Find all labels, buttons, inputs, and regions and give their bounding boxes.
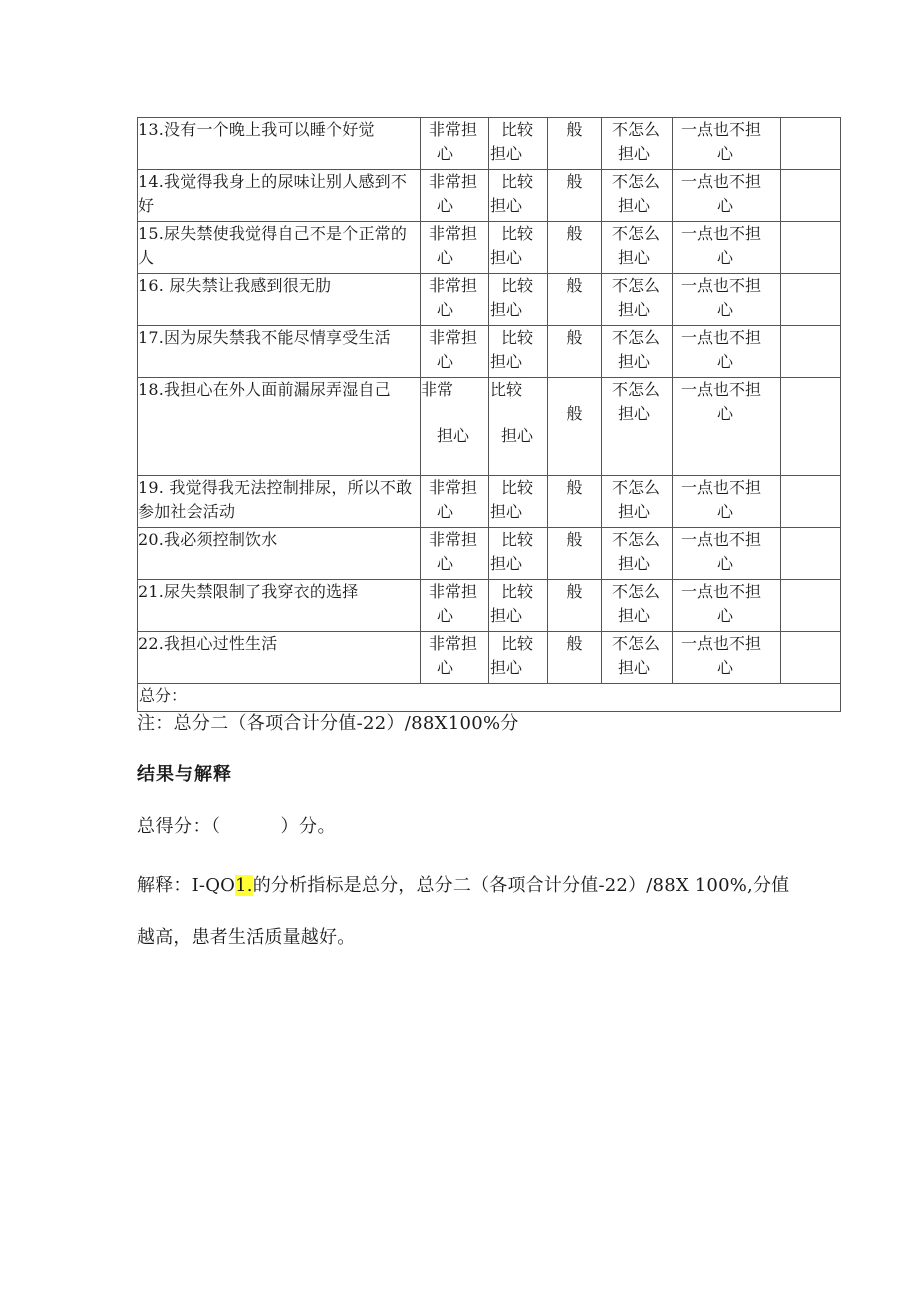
option-text: 般 <box>566 582 583 601</box>
option-very-worried[interactable] <box>421 528 489 580</box>
option-text: 心 <box>437 502 454 521</box>
item-text: 16. 尿失禁让我感到很无肋 <box>138 274 421 326</box>
option-rather-worried[interactable] <box>489 378 548 476</box>
option-text: 一点也不担 <box>681 634 762 653</box>
option-rather-worried[interactable] <box>489 274 548 326</box>
item-text: 19. 我觉得我无法控制排尿，所以不敢参加社会活动 <box>138 476 421 528</box>
option-text: 般 <box>566 634 583 653</box>
section-heading: 结果与解释 <box>137 764 232 785</box>
option-text: 心 <box>437 352 454 371</box>
option-neutral[interactable] <box>548 222 602 274</box>
option-very-worried[interactable] <box>421 170 489 222</box>
item-text: 20.我必须控制饮水 <box>138 528 421 580</box>
option-text: 不怎么 <box>612 634 661 653</box>
option-not-at-all[interactable] <box>673 632 781 684</box>
option-text: 心 <box>437 606 454 625</box>
option-not-at-all[interactable] <box>673 326 781 378</box>
option-text: 心 <box>717 248 734 267</box>
option-text: 一点也不担 <box>681 328 762 347</box>
option-text: 般 <box>566 120 583 139</box>
option-text: 比较 <box>501 634 534 653</box>
table-row <box>138 274 841 326</box>
option-not-much[interactable] <box>602 476 673 528</box>
option-text: 担心 <box>618 352 651 371</box>
option-text: 不怎么 <box>612 478 661 497</box>
option-text: 般 <box>566 530 583 549</box>
total-score-line <box>137 812 336 838</box>
option-text: 心 <box>717 300 734 319</box>
option-text: 非常担 <box>429 328 478 347</box>
option-text: 心 <box>717 196 734 215</box>
table-row <box>138 222 841 274</box>
questionnaire-table <box>137 117 841 712</box>
option-text: 非常担 <box>429 224 478 243</box>
option-very-worried[interactable] <box>421 632 489 684</box>
option-text: 非常担 <box>429 634 478 653</box>
option-text: 担心 <box>618 502 651 521</box>
option-neutral[interactable] <box>548 118 602 170</box>
item-text: 22.我担心过性生活 <box>138 632 421 684</box>
option-text: 不怎么 <box>612 224 661 243</box>
option-neutral[interactable] <box>548 326 602 378</box>
option-text: 心 <box>437 196 454 215</box>
score-cell[interactable] <box>781 476 841 528</box>
item-text: 21.尿失禁限制了我穿衣的选择 <box>138 580 421 632</box>
option-text: 般 <box>566 328 583 347</box>
option-rather-worried[interactable] <box>489 170 548 222</box>
option-text: 心 <box>437 658 454 677</box>
option-text: 比较 <box>501 328 534 347</box>
option-text: 不怎么 <box>612 172 661 191</box>
option-text: 不怎么 <box>612 328 661 347</box>
option-very-worried[interactable] <box>421 222 489 274</box>
item-text: 17.因为尿失禁我不能尽情享受生活 <box>138 326 421 378</box>
total-row <box>138 684 841 712</box>
option-text: 一点也不担 <box>681 120 762 139</box>
option-not-much[interactable] <box>602 222 673 274</box>
option-text: 心 <box>717 658 734 677</box>
option-rather-worried[interactable] <box>489 326 548 378</box>
option-text: 担心 <box>618 144 651 163</box>
option-text: 一点也不担 <box>681 478 762 497</box>
item-text: 15.尿失禁使我觉得自己不是个正常的人 <box>138 222 421 274</box>
option-text: 担心 <box>618 196 651 215</box>
option-not-at-all[interactable] <box>673 528 781 580</box>
option-text: 心 <box>717 502 734 521</box>
option-neutral[interactable] <box>548 580 602 632</box>
option-not-at-all[interactable] <box>673 274 781 326</box>
option-text: 心 <box>717 554 734 573</box>
option-not-much[interactable] <box>602 632 673 684</box>
option-text: 比较 <box>501 120 534 139</box>
option-text: 非常 <box>421 380 454 399</box>
score-label: 总得分：（ <box>137 816 221 837</box>
option-text: 心 <box>437 554 454 573</box>
option-not-at-all[interactable] <box>673 476 781 528</box>
option-text: 不怎么 <box>612 380 661 399</box>
option-text: 不怎么 <box>612 276 661 295</box>
option-text: 一点也不担 <box>681 530 762 549</box>
item-text: 13.没有一个晚上我可以睡个好觉 <box>138 118 421 170</box>
interp-rest: 的分析指标是总分，总分二（各项合计分值-22）/88X 100%,分值越高，患者生活质量越好。 <box>137 875 790 948</box>
option-text: 担心 <box>618 404 651 423</box>
table-row <box>138 118 841 170</box>
option-not-much[interactable] <box>602 118 673 170</box>
option-text: 心 <box>717 606 734 625</box>
option-not-much[interactable] <box>602 274 673 326</box>
option-text: 般 <box>566 276 583 295</box>
option-text: 担心 <box>490 352 523 371</box>
option-not-much[interactable] <box>602 326 673 378</box>
option-text: 一点也不担 <box>681 172 762 191</box>
score-cell[interactable] <box>781 528 841 580</box>
score-cell[interactable] <box>781 222 841 274</box>
option-text: 非常担 <box>429 172 478 191</box>
option-text: 心 <box>437 144 454 163</box>
interp-highlight: 1. <box>235 875 253 896</box>
score-cell[interactable] <box>781 378 841 476</box>
option-text: 担心 <box>490 606 523 625</box>
score-cell[interactable] <box>781 274 841 326</box>
option-text: 一点也不担 <box>681 224 762 243</box>
option-text: 比较 <box>501 582 534 601</box>
option-text: 比较 <box>501 478 534 497</box>
option-text: 不怎么 <box>612 530 661 549</box>
table-row <box>138 378 841 476</box>
option-text: 不怎么 <box>612 120 661 139</box>
option-very-worried[interactable] <box>421 378 489 476</box>
table-row <box>138 528 841 580</box>
option-text: 非常担 <box>429 120 478 139</box>
score-cell[interactable] <box>781 326 841 378</box>
score-end: ）分。 <box>280 816 336 837</box>
option-rather-worried[interactable] <box>489 118 548 170</box>
option-text: 般 <box>566 478 583 497</box>
option-text: 担心 <box>618 658 651 677</box>
option-text: 比较 <box>501 530 534 549</box>
option-text: 担心 <box>490 248 523 267</box>
option-neutral[interactable] <box>548 378 602 476</box>
option-rather-worried[interactable] <box>489 632 548 684</box>
option-very-worried[interactable] <box>421 326 489 378</box>
option-text: 一点也不担 <box>681 582 762 601</box>
option-text: 般 <box>566 404 583 423</box>
option-not-much[interactable] <box>602 580 673 632</box>
option-neutral[interactable] <box>548 528 602 580</box>
interp-prefix: 解释：I-QO <box>137 875 236 896</box>
option-very-worried[interactable] <box>421 274 489 326</box>
table-row <box>138 632 841 684</box>
option-text: 般 <box>566 224 583 243</box>
option-text: 一点也不担 <box>681 380 762 399</box>
option-text: 担心 <box>618 606 651 625</box>
item-text: 14.我觉得我身上的尿味让别人感到不好 <box>138 170 421 222</box>
option-text: 担心 <box>490 502 523 521</box>
table-row <box>138 170 841 222</box>
option-very-worried[interactable] <box>421 580 489 632</box>
option-text: 心 <box>717 404 734 423</box>
option-not-at-all[interactable] <box>673 580 781 632</box>
option-not-much[interactable] <box>602 378 673 476</box>
option-not-at-all[interactable] <box>673 378 781 476</box>
option-rather-worried[interactable] <box>489 222 548 274</box>
score-cell[interactable] <box>781 170 841 222</box>
option-very-worried[interactable] <box>421 118 489 170</box>
option-rather-worried[interactable] <box>489 476 548 528</box>
option-neutral[interactable] <box>548 632 602 684</box>
option-text: 担心 <box>618 554 651 573</box>
option-not-at-all[interactable] <box>673 222 781 274</box>
option-text: 非常担 <box>429 276 478 295</box>
option-text: 比较 <box>501 224 534 243</box>
item-text: 18.我担心在外人面前漏尿弄湿自己 <box>138 378 421 476</box>
option-text: 非常担 <box>429 582 478 601</box>
option-text: 不怎么 <box>612 582 661 601</box>
option-text: 心 <box>437 248 454 267</box>
option-text: 比较 <box>501 276 534 295</box>
score-cell[interactable] <box>781 580 841 632</box>
option-text: 担心 <box>618 248 651 267</box>
option-text: 心 <box>717 144 734 163</box>
option-not-much[interactable] <box>602 170 673 222</box>
table-row <box>138 326 841 378</box>
option-rather-worried[interactable] <box>489 528 548 580</box>
option-very-worried[interactable] <box>421 476 489 528</box>
option-neutral[interactable] <box>548 476 602 528</box>
option-text: 心 <box>717 352 734 371</box>
option-text: 担心 <box>490 144 523 163</box>
score-cell[interactable] <box>781 632 841 684</box>
option-not-much[interactable] <box>602 528 673 580</box>
option-not-at-all[interactable] <box>673 170 781 222</box>
option-text: 担心 <box>490 554 523 573</box>
option-text: 担心 <box>618 300 651 319</box>
option-text: 一点也不担 <box>681 276 762 295</box>
table-row <box>138 476 841 528</box>
option-text: 心 <box>437 300 454 319</box>
total-label: 总分： <box>138 684 841 712</box>
option-text: 担心 <box>490 300 523 319</box>
option-text: 担心 <box>501 426 534 445</box>
option-text: 非常担 <box>429 530 478 549</box>
option-rather-worried[interactable] <box>489 580 548 632</box>
option-text: 般 <box>566 172 583 191</box>
table-row <box>138 580 841 632</box>
option-text: 非常担 <box>429 478 478 497</box>
option-neutral[interactable] <box>548 274 602 326</box>
option-text: 比较 <box>501 172 534 191</box>
score-cell[interactable] <box>781 118 841 170</box>
option-text: 比较 <box>490 380 523 399</box>
note-formula: 注：总分二（各项合计分值-22）/88X100%分 <box>137 713 519 734</box>
option-neutral[interactable] <box>548 170 602 222</box>
option-text: 担心 <box>437 426 470 445</box>
option-text: 担心 <box>490 658 523 677</box>
interpretation-text <box>137 860 797 964</box>
option-not-at-all[interactable] <box>673 118 781 170</box>
option-text: 担心 <box>490 196 523 215</box>
